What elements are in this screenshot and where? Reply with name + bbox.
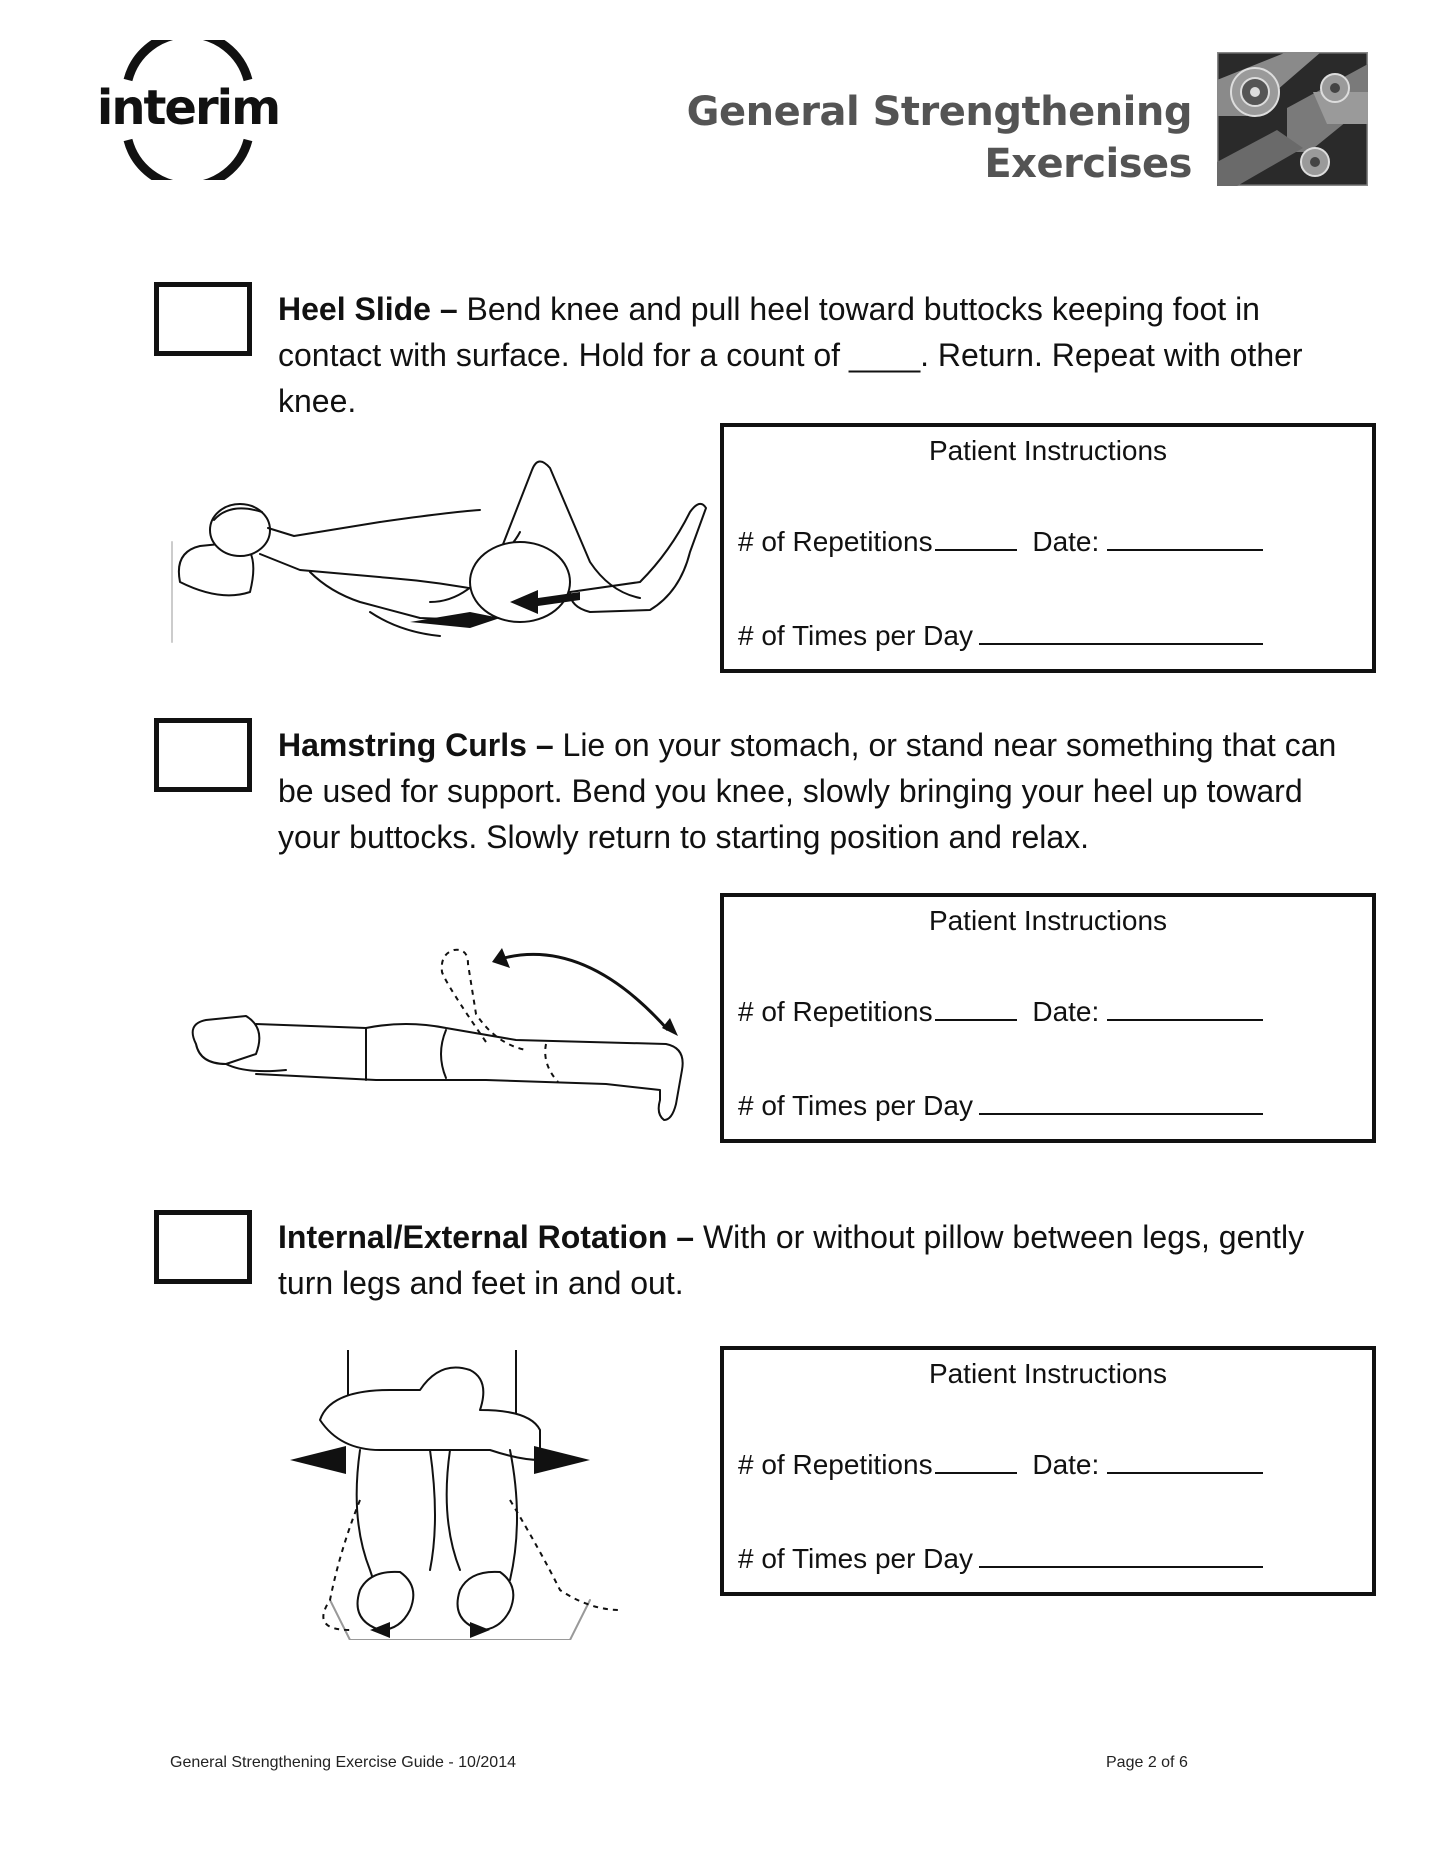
times-per-day-field[interactable] bbox=[979, 1089, 1263, 1115]
repetitions-row bbox=[738, 525, 1263, 558]
exercise-text: Bend knee and pull heel toward buttocks keeping foot in contact with surface. Hold for a count of ____. Return. Repeat with other knee. bbox=[278, 291, 1303, 419]
hamstring-curl-figure bbox=[186, 924, 696, 1134]
heel-slide-instructions bbox=[720, 423, 1376, 673]
times-per-day-field[interactable] bbox=[979, 619, 1263, 645]
footer-page-number: Page 2 of 6 bbox=[1106, 1754, 1188, 1771]
date-label: Date: bbox=[1032, 526, 1100, 557]
hamstring-curls-description bbox=[278, 722, 1368, 860]
repetitions-field[interactable] bbox=[935, 1448, 1017, 1474]
times-per-day-row bbox=[738, 619, 1263, 652]
repetitions-label: # of Repetitions bbox=[738, 1449, 933, 1480]
times-per-day-row bbox=[738, 1089, 1263, 1122]
title-line-1: General Strengthening bbox=[686, 89, 1192, 135]
repetitions-label: # of Repetitions bbox=[738, 996, 933, 1027]
instructions-heading: Patient Instructions bbox=[928, 435, 1168, 466]
interim-logo bbox=[88, 40, 288, 180]
date-field[interactable] bbox=[1107, 1448, 1263, 1474]
repetitions-label: # of Repetitions bbox=[738, 526, 933, 557]
date-field[interactable] bbox=[1107, 525, 1263, 551]
title-line-2: Exercises bbox=[984, 141, 1192, 187]
exercise-name: Hamstring Curls – bbox=[278, 727, 554, 763]
pulley-graphic bbox=[1217, 52, 1368, 186]
instructions-heading: Patient Instructions bbox=[928, 1358, 1168, 1389]
exercise-text: Lie on your stomach, or stand near something that can be used for support. Bend you knee, slowly bringing your heel up toward your buttocks. Slowly return to starting position and relax. bbox=[278, 727, 1337, 855]
times-per-day-label: # of Times per Day bbox=[738, 1543, 973, 1574]
heel-slide-figure bbox=[170, 442, 710, 652]
rotation-description bbox=[278, 1214, 1368, 1306]
hamstring-curls-checkbox[interactable] bbox=[154, 718, 252, 792]
times-per-day-field[interactable] bbox=[979, 1542, 1263, 1568]
instructions-heading: Patient Instructions bbox=[928, 905, 1168, 936]
date-label: Date: bbox=[1032, 1449, 1100, 1480]
footer-document-label: General Strengthening Exercise Guide - 10/2014 bbox=[170, 1754, 516, 1771]
logo-wordmark: interim bbox=[96, 80, 280, 136]
heel-slide-description bbox=[278, 286, 1368, 424]
date-field[interactable] bbox=[1107, 995, 1263, 1021]
times-per-day-label: # of Times per Day bbox=[738, 1090, 973, 1121]
heel-slide-checkbox[interactable] bbox=[154, 282, 252, 356]
rotation-checkbox[interactable] bbox=[154, 1210, 252, 1284]
date-label: Date: bbox=[1032, 996, 1100, 1027]
repetitions-field[interactable] bbox=[935, 525, 1017, 551]
times-per-day-row bbox=[738, 1542, 1263, 1575]
exercise-name: Heel Slide – bbox=[278, 291, 458, 327]
rotation-figure bbox=[290, 1350, 620, 1640]
page-title bbox=[687, 86, 1192, 190]
times-per-day-label: # of Times per Day bbox=[738, 620, 973, 651]
hamstring-curls-instructions bbox=[720, 893, 1376, 1143]
repetitions-field[interactable] bbox=[935, 995, 1017, 1021]
repetitions-row bbox=[738, 1448, 1263, 1481]
rotation-instructions bbox=[720, 1346, 1376, 1596]
repetitions-row bbox=[738, 995, 1263, 1028]
exercise-name: Internal/External Rotation – bbox=[278, 1219, 695, 1255]
exercise-text: With or without pillow between legs, gently turn legs and feet in and out. bbox=[278, 1219, 1305, 1301]
